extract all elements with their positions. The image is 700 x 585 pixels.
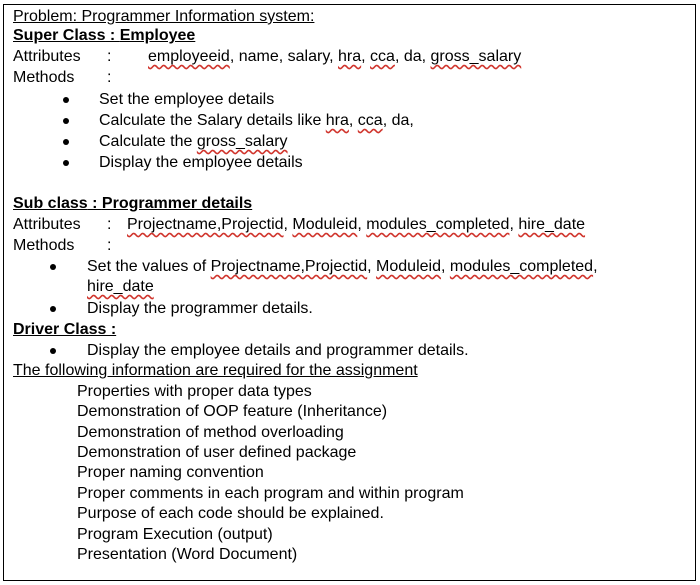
bullet-icon [63,118,69,124]
attr-text: , [357,216,367,233]
super-class-name: Employee [119,27,196,44]
attr-hra: hra [338,48,362,65]
bullet-icon [63,97,69,103]
method-gross-salary: gross_salary [196,133,288,150]
requirement-item: Proper comments in each program and within program [77,485,464,502]
sub-methods-sep: : [107,237,112,254]
super-method-4: Display the employee details [99,154,303,171]
super-methods-sep: : [107,69,112,86]
method-text: , [593,258,598,275]
sub-class-colon: : [87,195,102,212]
attr-text: , name, salary, [229,48,339,65]
method-cca: cca [357,112,383,129]
requirement-item: Demonstration of OOP feature (Inheritance) [77,403,388,420]
super-method-2 [99,111,414,131]
method-moduleid: Moduleid [376,258,441,275]
requirement-item: Demonstration of method overloading [77,424,344,441]
bullet-icon [50,306,56,312]
method-text: , [367,258,377,275]
super-attributes-list [148,47,521,67]
super-attributes-label: Attributes [13,48,81,65]
requirement-item: Purpose of each code should be explained. [77,505,384,522]
method-modules-completed: modules_completed [449,258,594,275]
attr-moduleid: Moduleid [292,216,358,233]
method-hire-date: hire_date [87,278,154,295]
bullet-icon [63,139,69,145]
method-projectname-projectid: Projectname,Projectid [210,258,368,275]
sub-class-name: Programmer details [101,195,253,212]
sub-method-2: Display the programmer details. [87,300,313,317]
sub-class-label: Sub class [13,195,88,212]
super-method-3 [99,132,288,152]
sub-attributes-sep: : [107,216,112,233]
attr-projectname-projectid: Projectname,Projectid [127,216,284,233]
requirement-item: Program Execution (output) [77,526,273,543]
method-text: Set the values of [87,258,211,275]
super-attributes-sep: : [107,48,112,65]
attr-cca: cca [370,48,395,65]
bullet-icon [50,348,56,354]
super-method-1: Set the employee details [99,91,275,108]
sub-method-1-line-1 [87,257,598,277]
sub-class-heading [13,194,252,214]
sub-method-1-line-2 [87,277,154,297]
attr-employeeid: employeeid [148,48,230,65]
driver-class-heading: Driver Class : [13,321,117,338]
method-text: Calculate the Salary details like [99,112,326,129]
method-hra: hra [325,112,349,129]
method-text: , [348,112,358,129]
requirement-item: Properties with proper data types [77,383,312,400]
requirement-item: Proper naming convention [77,464,264,481]
sub-attributes-list [127,215,585,235]
attr-text: , [283,216,293,233]
bullet-icon [63,160,69,166]
method-text: Calculate the [99,133,197,150]
driver-method-1: Display the employee details and programmer details. [87,342,469,359]
super-class-label: Super Class [13,27,106,44]
method-text: , da, [382,112,414,129]
sub-attributes-label: Attributes [13,216,81,233]
attr-modules-completed: modules_completed [366,216,510,233]
attr-gross-salary: gross_salary [430,48,522,65]
sub-methods-label: Methods [13,237,75,254]
attr-hire-date: hire_date [518,216,586,233]
super-methods-label: Methods [13,69,75,86]
super-class-heading [13,26,195,46]
attr-text: , [509,216,519,233]
method-text: , [440,258,450,275]
attr-text: , [361,48,371,65]
problem-title: Problem: Programmer Information system: [13,8,315,25]
bullet-icon [50,264,56,270]
requirements-heading: The following information are required for the assignment [13,362,418,379]
super-class-colon: : [105,27,120,44]
requirement-item: Demonstration of user defined package [77,444,357,461]
requirement-item: Presentation (Word Document) [77,546,298,563]
attr-text: , da, [394,48,431,65]
